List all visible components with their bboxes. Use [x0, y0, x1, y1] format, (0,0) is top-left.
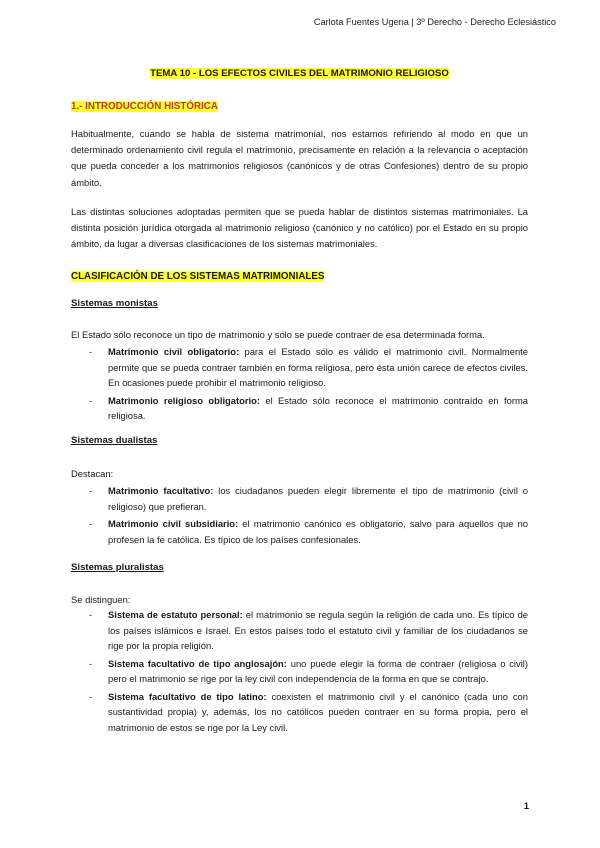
list-item-text: el matrimonio canónico es obligatorio, salvo para aquellos que no profesen la fe católica. Es típico de los países confesionales.: [108, 518, 528, 545]
list-item-term: Sistema facultativo de tipo latino:: [108, 690, 267, 702]
intro-paragraph-2: Las distintas soluciones adoptadas permiten que se pueda hablar de distintos sistemas matrimoniales. La distinta posición jurídica otorgada al matrimonio religioso (canónico y no católico) por el Estado en su propio ámbito, da lugar a diversas clasificaciones de los sistemas matrimoniales.: [71, 206, 528, 250]
list-item: [71, 483, 528, 514]
subsection-title-monistas: Sistemas monistas: [71, 298, 158, 309]
list-item-text: los ciudadanos pueden elegir libremente el tipo de matrimonio (civil o religioso) que prefieran.: [108, 485, 528, 512]
list-item-text: el Estado sólo reconoce el matrimonio contraído en forma religiosa.: [108, 394, 528, 421]
page-number: 1: [523, 801, 529, 812]
document-title: [71, 68, 528, 79]
list-dash: -: [89, 346, 93, 357]
subsection-title-pluralistas: Sistemas pluralistas: [71, 562, 164, 573]
list-item-text: para el Estado sólo es válido el matrimonio civil. Normalmente permite que se pueda contraer también en forma religiosa, pero ésta unión carece de efectos civiles. En ocasiones puede prohibir el matrimonio religioso.: [108, 346, 528, 388]
list-item: [71, 607, 528, 654]
dualistas-list: [71, 483, 528, 547]
list-item-text: coexisten el matrimonio civil y el canónico (cada uno con sustantividad propia) y, además, los no católicos pueden contraer en su forma propia, pero el matrimonio de estos se rige por la Ley civil.: [108, 690, 528, 733]
subsection-title-dualistas: Sistemas dualistas: [71, 435, 158, 446]
list-item: [71, 393, 528, 424]
section-heading-introduccion: 1.- INTRODUCCIÓN HISTÓRICA: [71, 101, 218, 112]
list-item-term: Matrimonio civil subsidiario:: [108, 518, 239, 529]
list-item-term: Matrimonio facultativo:: [108, 485, 214, 496]
list-item: [71, 689, 528, 736]
list-item-term: Sistema de estatuto personal:: [108, 609, 243, 620]
monistas-intro: El Estado sólo reconoce un tipo de matrimonio y sólo se puede contraer de esa determinada forma.: [71, 329, 485, 340]
monistas-list: [71, 344, 528, 424]
list-dash: -: [89, 394, 93, 406]
list-item: [71, 516, 528, 547]
list-item-text: uno puede elegir la forma de contraer (religiosa o civil) pero el matrimonio se rige por la ley civil con independencia de la forma en que se contrajo.: [108, 657, 528, 684]
pluralistas-list: [71, 607, 528, 735]
list-dash: -: [89, 690, 93, 702]
intro-paragraph-1: Habitualmente, cuando se habla de sistema matrimonial, nos estamos refiriendo al modo en que un determinado ordenamiento civil regula el matrimonio, precisamente en relación a la relevancia o aceptación que pueda conceder a los matrimonios religiosos (canónicos y de otras Confesiones) dentro de su propio ámbito.: [71, 128, 528, 188]
list-item-text: el matrimonio se regula según la religión de cada uno. Es típico de los países islámicos e Israel. En estos países todo el estatuto civil y familiar de los ciudadanos se rige por la propia religión.: [108, 609, 528, 651]
dualistas-intro: Destacan:: [71, 468, 114, 479]
list-dash: -: [89, 485, 93, 496]
list-dash: -: [89, 657, 93, 669]
list-item-term: Sistema facultativo de tipo anglosajón:: [108, 657, 287, 669]
document-title-text: TEMA 10 - LOS EFECTOS CIVILES DEL MATRIMONIO RELIGIOSO: [150, 68, 449, 79]
list-item-term: Matrimonio religioso obligatorio:: [108, 394, 260, 406]
list-dash: -: [89, 609, 93, 620]
list-item-term: Matrimonio civil obligatorio:: [108, 346, 240, 357]
list-item: [71, 656, 528, 687]
section-heading-clasificacion: CLASIFICACIÓN DE LOS SISTEMAS MATRIMONIALES: [71, 271, 325, 282]
list-dash: -: [89, 518, 93, 529]
list-item: [71, 344, 528, 391]
running-header: Carlota Fuentes Ugena | 3º Derecho - Derecho Eclesiástico: [313, 17, 556, 27]
pluralistas-intro: Se distinguen:: [71, 594, 131, 605]
